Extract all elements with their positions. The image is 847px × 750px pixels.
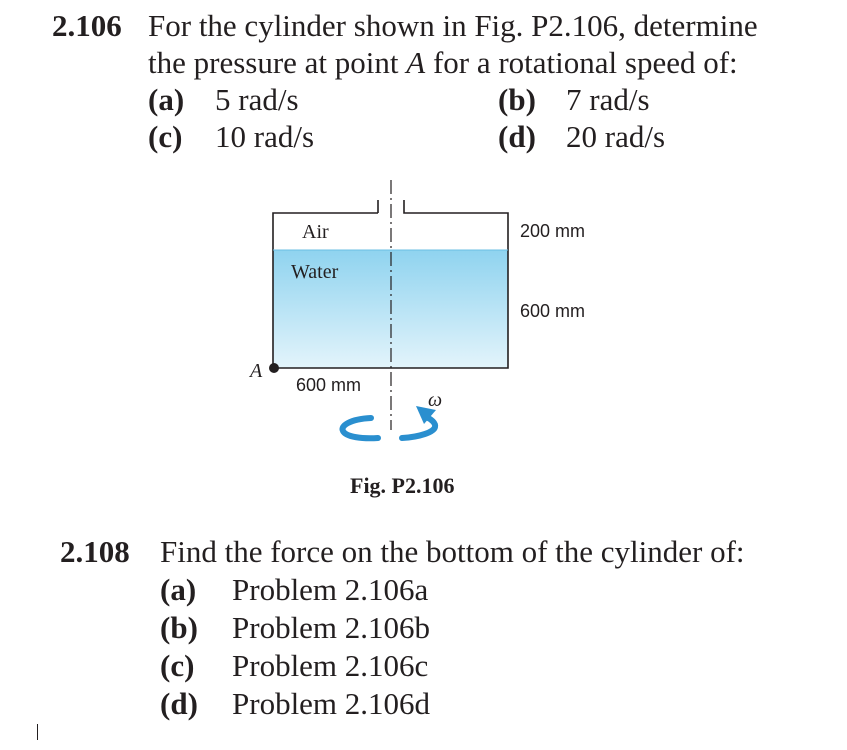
- water-label: Water: [291, 261, 339, 283]
- option-label-108d: (d): [160, 686, 198, 721]
- dimension-600mm-diameter: 600 mm: [296, 375, 362, 395]
- problem-number-108: 2.108: [60, 534, 130, 569]
- problem-106-line1: For the cylinder shown in Fig. P2.106, determine: [148, 8, 758, 43]
- option-text-106d: 20 rad/s: [566, 119, 666, 154]
- option-text-108b: Problem 2.106b: [232, 610, 431, 645]
- line2-before: the pressure at point: [148, 45, 407, 80]
- line2-after: for a rotational speed of:: [425, 45, 738, 80]
- figure-caption: Fig. P2.106: [350, 473, 455, 498]
- option-text-106b: 7 rad/s: [566, 82, 650, 117]
- option-text-108c: Problem 2.106c: [232, 648, 429, 683]
- option-label-108c: (c): [160, 648, 195, 683]
- rotation-arrow-right: [402, 417, 435, 438]
- option-label-106c: (c): [148, 119, 183, 154]
- point-a-label: A: [250, 360, 263, 382]
- rotation-arrow-left: [342, 418, 378, 438]
- dimension-600mm-height: 600 mm: [520, 301, 586, 321]
- dimension-200mm: 200 mm: [520, 221, 586, 241]
- air-label: Air: [302, 221, 329, 243]
- point-a-marker: [269, 363, 279, 373]
- option-text-108d: Problem 2.106d: [232, 686, 431, 721]
- option-text-106c: 10 rad/s: [215, 119, 315, 154]
- option-text-108a: Problem 2.106a: [232, 572, 429, 607]
- option-label-108b: (b): [160, 610, 198, 645]
- point-variable: A: [406, 45, 426, 80]
- option-label-106d: (d): [498, 119, 536, 154]
- omega-label: ω: [428, 389, 443, 411]
- problem-108-line1: Find the force on the bottom of the cylinder of:: [160, 534, 745, 569]
- option-label-108a: (a): [160, 572, 197, 607]
- option-label-106a: (a): [148, 82, 185, 117]
- option-text-106a: 5 rad/s: [215, 82, 299, 117]
- problem-number-106: 2.106: [52, 8, 122, 43]
- option-label-106b: (b): [498, 82, 536, 117]
- text-cursor: [37, 724, 38, 740]
